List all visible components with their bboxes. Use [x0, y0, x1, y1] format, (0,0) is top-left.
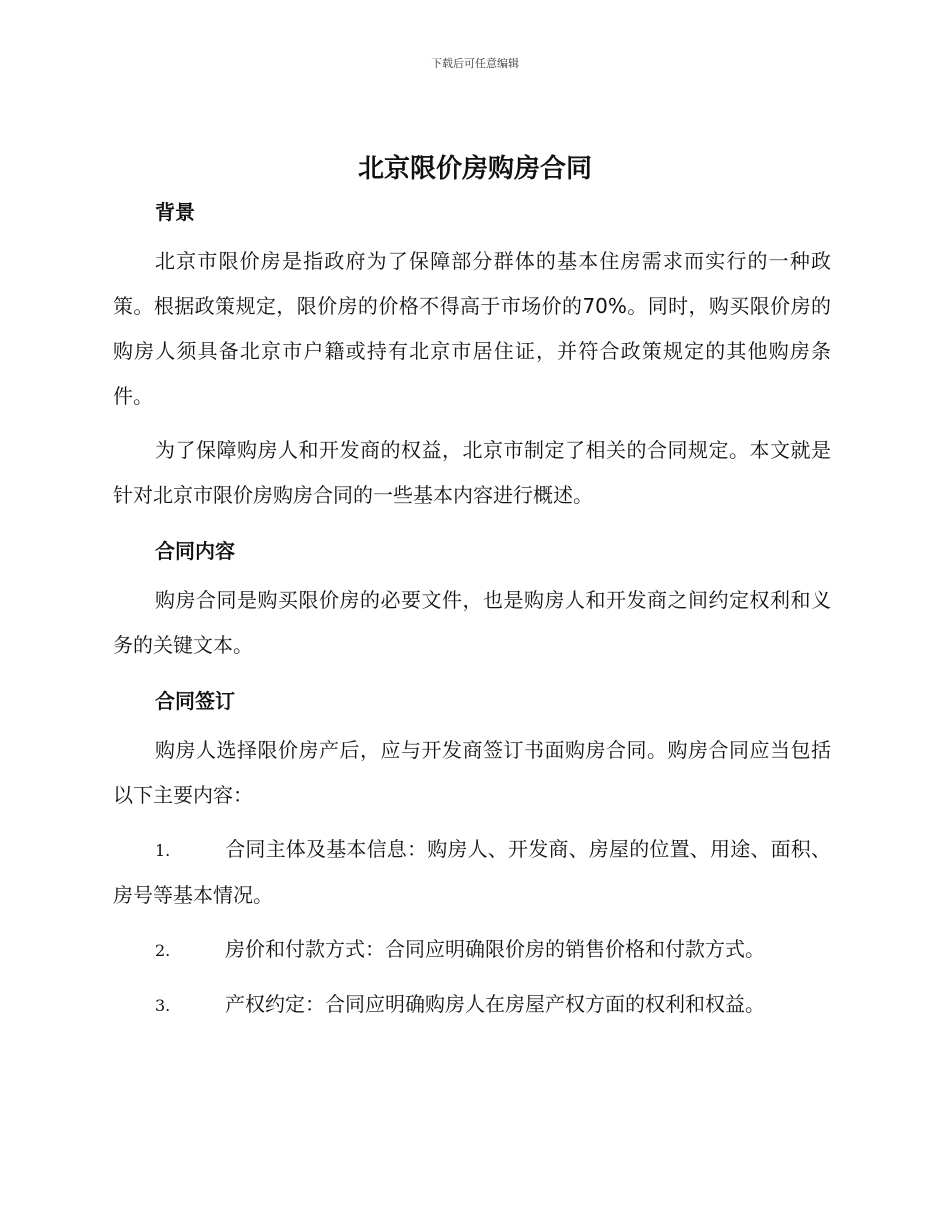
- paragraph: 北京市限价房是指政府为了保障部分群体的基本住房需求而实行的一种政策。根据政策规定，限价房的价格不得高于市场价的70%。同时，购买限价房的购房人须具备北京市户籍或持有北京市居住证，并符合政策规定的其他购房条件。: [113, 249, 831, 408]
- document-body: [113, 196, 831, 1037]
- paragraph: 购房人选择限价房产后，应与开发商签订书面购房合同。购房合同应当包括以下主要内容：: [113, 738, 831, 807]
- list-number: 1.: [155, 841, 171, 860]
- list-item: [113, 927, 831, 973]
- header-note: 下载后可任意编辑: [431, 57, 519, 70]
- section-contract-signing: [113, 685, 831, 1028]
- list-number: 3.: [155, 996, 171, 1015]
- paragraph: 购房合同是购买限价房的必要文件，也是购房人和开发商之间约定权利和义务的关键文本。: [113, 588, 831, 657]
- document-title: 北京限价房购房合同: [357, 154, 592, 184]
- section-heading: 合同内容: [155, 539, 235, 563]
- list-item: [113, 982, 831, 1028]
- section-heading: 背景: [155, 200, 195, 224]
- section-background: [113, 196, 831, 518]
- paragraph: 为了保障购房人和开发商的权益，北京市制定了相关的合同规定。本文就是针对北京市限价房购房合同的一些基本内容进行概述。: [113, 438, 831, 507]
- list-number: 2.: [155, 941, 171, 960]
- section-contract-content: [113, 535, 831, 668]
- section-heading: 合同签订: [155, 689, 235, 713]
- list-text: 合同主体及基本信息：购房人、开发商、房屋的位置、用途、面积、房号等基本情况。: [113, 837, 831, 907]
- list-text: 房价和付款方式：合同应明确限价房的销售价格和付款方式。: [225, 937, 765, 961]
- list-text: 产权约定：合同应明确购房人在房屋产权方面的权利和权益。: [225, 992, 765, 1016]
- list-item: [113, 827, 831, 918]
